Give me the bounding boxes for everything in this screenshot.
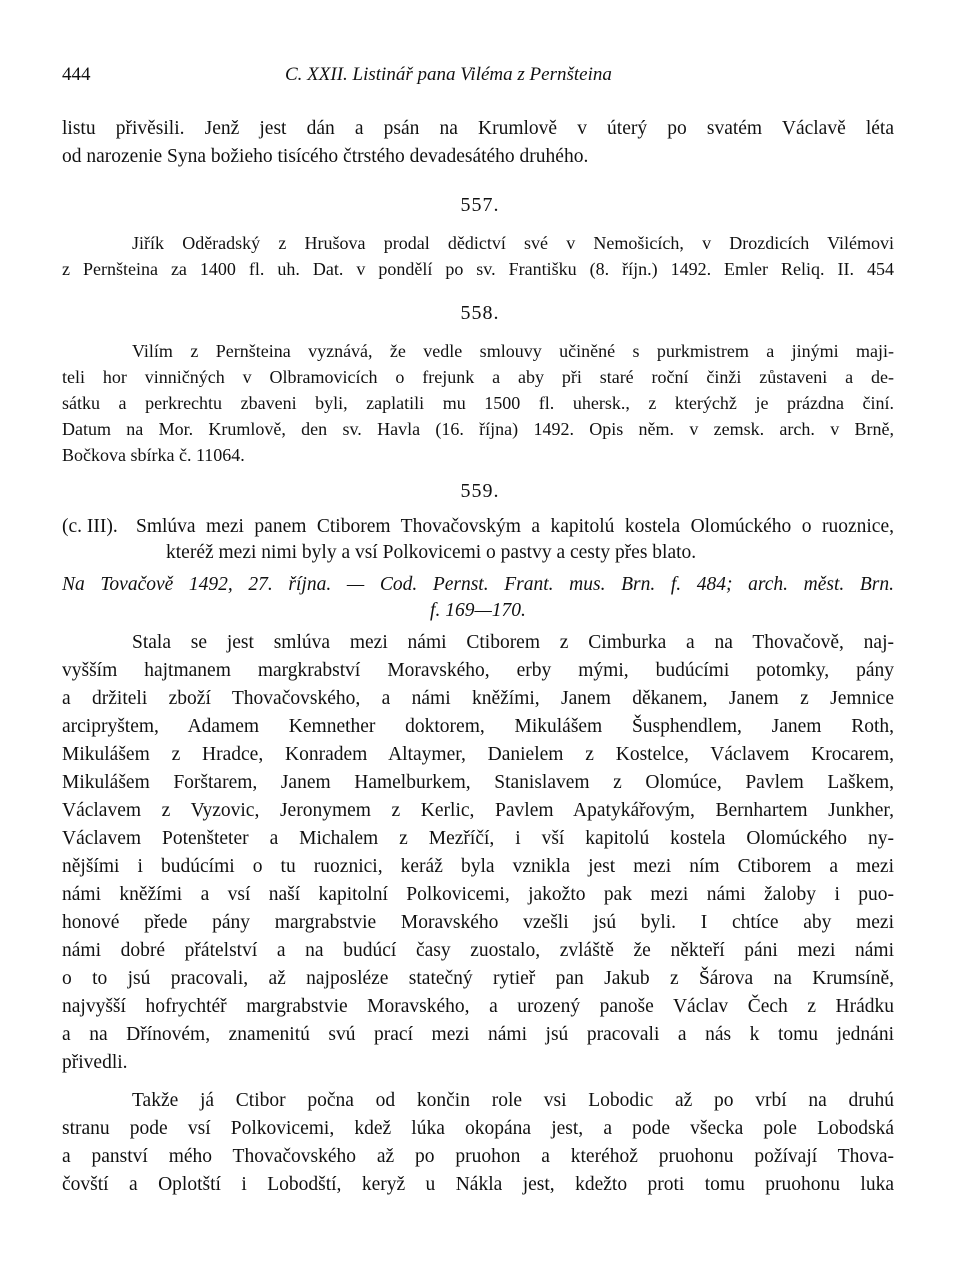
intro-line: od narozenie Syna božieho tisícého čtrstého devadesátého druhého. xyxy=(62,146,589,167)
body-line: najvyšší hofrychtéř margrabstvie Moravského, a urozený panoše Václav Čech z Hrádku xyxy=(62,996,894,1017)
entry-summary-line: Smlúva mezi panem Ctiborem Thovačovským a kapitolú kostela Olomúckého o ruoznice, xyxy=(136,516,894,537)
body-line: o to jsú pracovali, až najposléze statečný rytieř pan Jakub z Šárova na Krumsíně, xyxy=(62,968,894,989)
page-number: 444 xyxy=(62,64,91,85)
entry-source-line: f. 169—170. xyxy=(430,600,526,621)
entry-summary-line: sátku a perkrechtu zbaveni byli, zaplatili mu 1500 fl. uhersk., z kterýchž je prázdna činí. xyxy=(62,393,894,413)
body-line: a na Dřínovém, znamenitú svú prací mezi námi jsú pracovali a nás k tomu jednáni xyxy=(62,1024,894,1045)
body-line: vyšším hajtmanem margkrabství Moravského, erby mými, budúcími potomky, pány xyxy=(62,660,894,681)
body-line: námi dobré přátelství a na budúcí časy zuostalo, zvláště že někteří páni mezi námi xyxy=(62,940,894,961)
body-line: a panství mého Thovačovského až po pruohon a kteréhož pruohonu požívají Thova- xyxy=(62,1146,894,1167)
entry-summary-line: Bočkova sbírka č. 11064. xyxy=(62,445,245,465)
entry-summary-line: z Pernšteina za 1400 fl. uh. Dat. v pondělí po sv. Františku (8. říjn.) 1492. Emler Reliq. II. 454 xyxy=(62,259,894,279)
body-line: nějšími i budúcími o tu ruoznici, keráž byla vznikla jest mezi ním Ctiborem a mezi xyxy=(62,856,894,877)
body-line: Takže já Ctibor počna od končin role vsi Lobodic až po vrbí na druhú xyxy=(132,1090,894,1111)
entry-source-line: Na Tovačově 1492, 27. října. — Cod. Pernst. Frant. mus. Brn. f. 484; arch. měst. Brn. xyxy=(62,574,894,595)
running-title: C. XXII. Listinář pana Viléma z Pernšteina xyxy=(285,64,612,85)
body-line: Václavem Potenšteter a Michalem z Mezříčí, i vší kapitolú kostela Olomúckého ny- xyxy=(62,828,894,849)
body-line: stranu pode vsí Polkovicemi, kdež lúka okopána jest, a pode všecka pole Lobodská xyxy=(62,1118,894,1139)
entry-summary-line: kteréž mezi nimi byly a vsí Polkovicemi o pastvy a cesty přes blato. xyxy=(166,542,697,563)
body-line: Václavem z Vyzovic, Jeronymem z Kerlic, Pavlem Apatykářovým, Bernhartem Junkher, xyxy=(62,800,894,821)
entry-prefix: (c. III). xyxy=(62,516,118,537)
body-line: námi kněžími a vsí naší kapitolní Polkovicemi, jakožto pak mezi námi žaloby i puo- xyxy=(62,884,894,905)
entry-summary-line: Jiřík Oděradský z Hrušova prodal dědictví své v Nemošicích, v Drozdicích Vilémovi xyxy=(132,233,894,253)
entry-summary-line: Datum na Mor. Krumlově, den sv. Havla (16. října) 1492. Opis něm. v zemsk. arch. v Brně, xyxy=(62,419,894,439)
body-line: čovští a Oplotští i Lobodští, keryž u Nákla jest, kdežto proti tomu pruohonu luka xyxy=(62,1174,894,1195)
body-line: Stala se jest smlúva mezi námi Ctiborem z Cimburka a na Thovačově, naj- xyxy=(132,632,894,653)
entry-number: 557. xyxy=(460,194,500,216)
entry-summary-line: teli hor vinničných v Olbramovicích o frejunk a aby při staré roční činži zůstaveni a de- xyxy=(62,367,894,387)
intro-line: listu přivěsili. Jenž jest dán a psán na Krumlově v úterý po svatém Václavě léta xyxy=(62,118,894,139)
body-line: arcipryštem, Adamem Kemnether doktorem, Mikulášem Šusphendlem, Janem Roth, xyxy=(62,716,894,737)
entry-number: 558. xyxy=(460,302,500,324)
body-line: honové přede pány margrabstvie Moravského vzešli jsú byli. I chtíce aby mezi xyxy=(62,912,894,933)
body-line: přivedli. xyxy=(62,1052,128,1073)
entry-number: 559. xyxy=(460,480,500,502)
body-line: Mikulášem z Hradce, Konradem Altaymer, Danielem z Kostelce, Václavem Krocarem, xyxy=(62,744,894,765)
body-line: Mikulášem Forštarem, Janem Hamelburkem, Stanislavem z Olomúce, Pavlem Laškem, xyxy=(62,772,894,793)
body-line: a držiteli zboží Thovačovského, a námi kněžími, Janem děkanem, Janem z Jemnice xyxy=(62,688,894,709)
entry-summary-line: Vilím z Pernšteina vyznává, že vedle smlouvy učiněné s purkmistrem a jinými maji- xyxy=(132,341,894,361)
